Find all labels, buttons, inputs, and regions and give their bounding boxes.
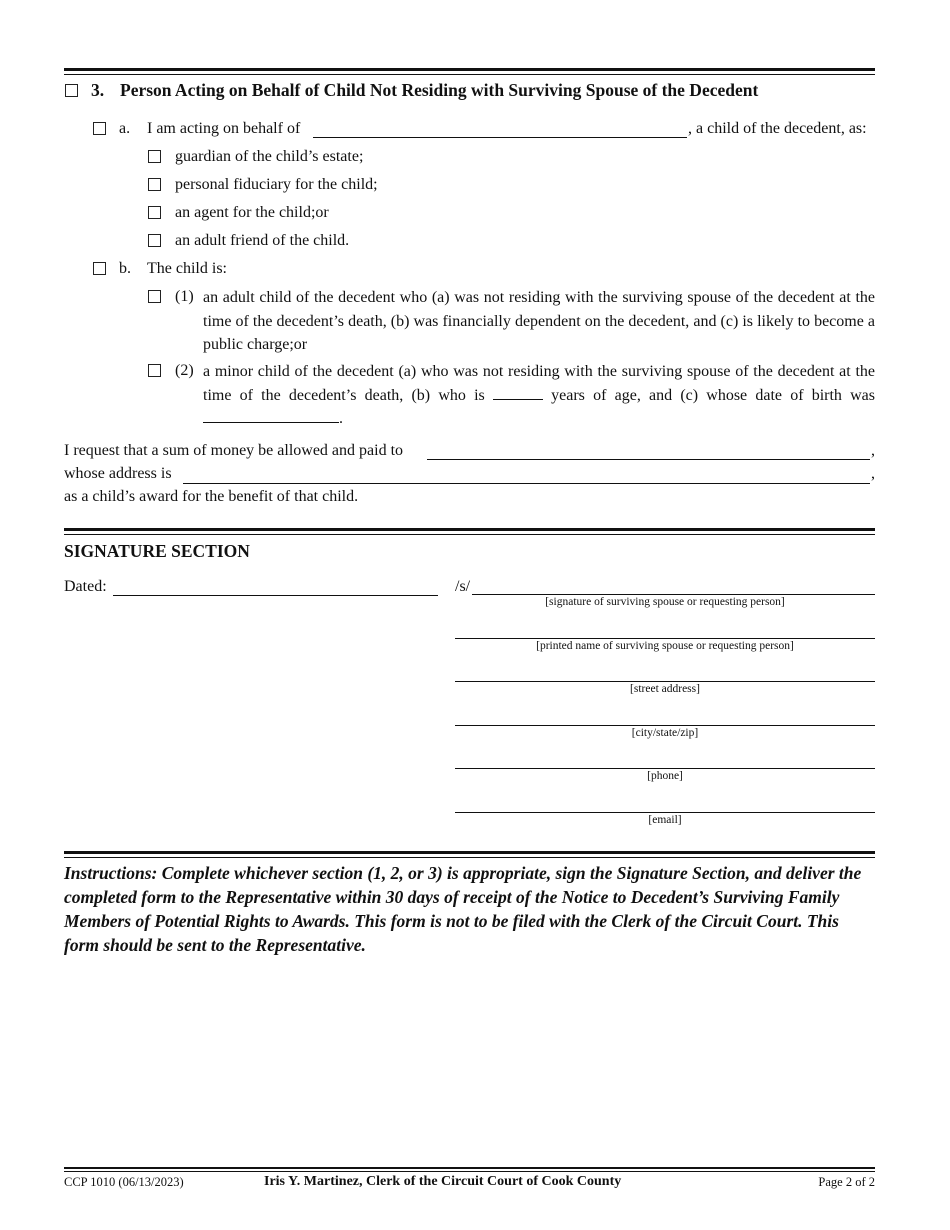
minor-child-text-2: years of age, and (c) whose date of birth was [551,386,876,404]
dated-field[interactable] [113,595,438,596]
s-label: /s/ [455,578,471,595]
option-b-letter: b. [119,260,131,277]
option-b-checkbox[interactable] [93,262,106,275]
option-a-letter: a. [119,120,131,137]
birth-date-field[interactable] [203,408,339,423]
request-line1: I request that a sum of money be allowed and paid to [64,442,404,459]
section3-title: Person Acting on Behalf of Child Not Residing with Surviving Spouse of the Decedent [120,80,759,100]
address-field[interactable] [183,483,870,484]
adult-child-number: (1) [175,288,194,305]
phone-field[interactable] [455,768,875,769]
footer-rule [64,1167,875,1169]
printed-name-field[interactable] [455,638,875,639]
email-caption: [email] [648,814,682,826]
adult-child-text: an adult child of the decedent who (a) was not residing with the surviving spouse of the decedent at the time of the decedent’s death, (b) was financially dependent on the decedent, and (c) is likely to become a public charge;or [203,289,875,353]
city-state-zip-caption: [city/state/zip] [631,727,699,739]
email-field[interactable] [455,812,875,813]
minor-child-checkbox[interactable] [148,364,161,377]
signature-field[interactable] [472,594,875,595]
instructions-rule [64,851,875,854]
top-rule-thin [64,74,875,75]
section3-number: 3. [91,80,105,100]
request-line3: as a child’s award for the benefit of that child. [64,488,359,505]
signature-caption: [signature of surviving spouse or requesting person] [545,596,785,608]
form-id: CCP 1010 (06/13/2023) [64,1175,184,1189]
agent-label: an agent for the child;or [175,204,329,221]
dated-label: Dated: [64,578,107,595]
minor-child-text [203,360,875,431]
adult-friend-checkbox[interactable] [148,234,161,247]
instructions-text: Instructions: Complete whichever section (1, 2, or 3) is appropriate, sign the Signature Section, and deliver the completed form to the Representative within 30 days of receipt of the Notice to Decedent’s Surviving Family Members of Potential Rights to Awards. This form is not to be filed with the Clerk of the Circuit Court. This form should be sent to the Representative. [64,863,862,955]
page-number: Page 2 of 2 [818,1175,875,1189]
minor-child-text-1: a minor child of the decedent (a) who was not residing with the surviving spouse of the decedent at the time of the decedent’s death, (b) who is [203,363,875,404]
child-name-field[interactable] [313,137,687,138]
minor-child-number: (2) [175,362,194,379]
signature-rule [64,528,875,531]
age-field[interactable] [493,385,543,400]
payee-field[interactable] [427,459,870,460]
address-comma: , [871,465,875,482]
adult-friend-label: an adult friend of the child. [175,232,350,249]
signature-rule-thin [64,534,875,535]
street-address-field[interactable] [455,681,875,682]
request-line2: whose address is [64,465,172,482]
phone-caption: [phone] [647,770,683,782]
printed-name-caption: [printed name of surviving spouse or requesting person] [536,640,794,652]
fiduciary-label: personal fiduciary for the child; [175,176,378,193]
guardian-label: guardian of the child’s estate; [175,148,364,165]
instructions-rule-thin [64,857,875,858]
footer-rule-thin [64,1171,875,1172]
payee-comma: , [871,442,875,459]
option-b-label: The child is: [147,260,227,277]
section3-checkbox[interactable] [65,84,78,97]
option-a-suffix: , a child of the decedent, as: [688,120,867,137]
top-rule [64,68,875,71]
city-state-zip-field[interactable] [455,725,875,726]
option-a-checkbox[interactable] [93,122,106,135]
fiduciary-checkbox[interactable] [148,178,161,191]
clerk-name: Iris Y. Martinez, Clerk of the Circuit Court of Cook County [264,1174,622,1189]
street-address-caption: [street address] [630,683,700,695]
minor-child-text-3: . [339,410,343,427]
signature-heading: SIGNATURE SECTION [64,541,250,561]
agent-checkbox[interactable] [148,206,161,219]
guardian-checkbox[interactable] [148,150,161,163]
option-a-prefix: I am acting on behalf of [147,120,301,137]
adult-child-checkbox[interactable] [148,290,161,303]
